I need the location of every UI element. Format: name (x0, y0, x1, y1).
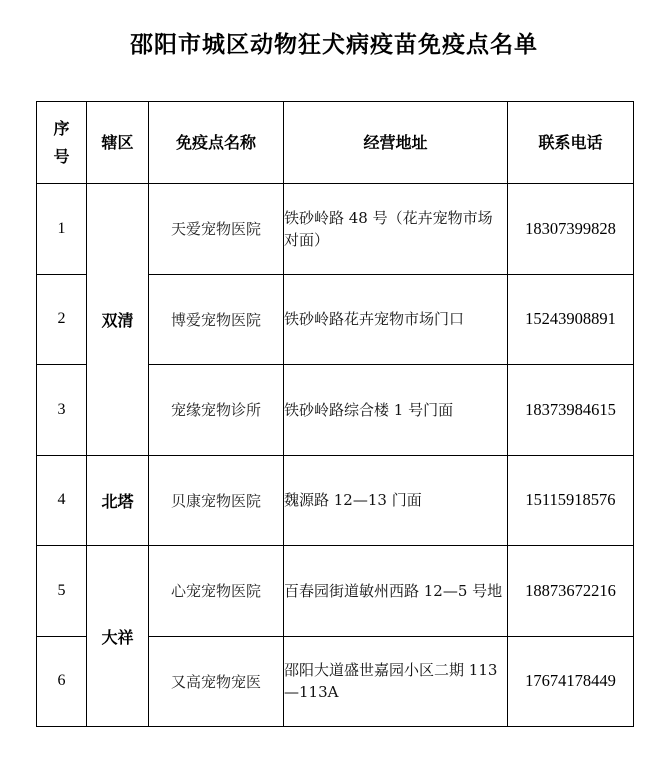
vaccination-sites-table (36, 101, 634, 727)
cell-phone: 15243908891 (508, 274, 634, 365)
cell-phone: 18307399828 (508, 184, 634, 275)
cell-district: 双清 (87, 184, 149, 456)
cell-clinic-name: 博爱宠物医院 (149, 274, 284, 365)
header-district: 辖区 (87, 102, 149, 184)
header-address: 经营地址 (284, 102, 508, 184)
cell-phone: 17674178449 (508, 636, 634, 727)
table-row (37, 455, 634, 546)
cell-address: 魏源路 12—13 门面 (284, 455, 508, 546)
header-seq-line1: 序 (53, 118, 70, 138)
cell-district: 大祥 (87, 546, 149, 727)
cell-phone: 18373984615 (508, 365, 634, 456)
cell-address: 铁砂岭路花卉宠物市场门口 (284, 274, 508, 365)
cell-clinic-name: 宠缘宠物诊所 (149, 365, 284, 456)
header-seq (37, 102, 87, 184)
page-title: 邵阳市城区动物狂犬病疫苗免疫点名单 (130, 32, 538, 58)
cell-seq: 4 (37, 455, 87, 546)
header-clinic-name: 免疫点名称 (149, 102, 284, 184)
header-seq-line2: 号 (53, 146, 70, 166)
cell-address: 铁砂岭路 48 号（花卉宠物市场对面） (284, 184, 508, 275)
cell-seq: 3 (37, 365, 87, 456)
cell-seq: 5 (37, 546, 87, 637)
cell-seq: 1 (37, 184, 87, 275)
cell-district: 北塔 (87, 455, 149, 546)
cell-seq: 2 (37, 274, 87, 365)
cell-clinic-name: 天爱宠物医院 (149, 184, 284, 275)
cell-clinic-name: 贝康宠物医院 (149, 455, 284, 546)
table-header-row (37, 102, 634, 184)
cell-address: 百春园街道敏州西路 12—5 号地 (284, 546, 508, 637)
cell-phone: 15115918576 (508, 455, 634, 546)
cell-address: 铁砂岭路综合楼 1 号门面 (284, 365, 508, 456)
cell-address: 邵阳大道盛世嘉园小区二期 113—113A (284, 636, 508, 727)
header-phone: 联系电话 (508, 102, 634, 184)
table-row (37, 184, 634, 275)
cell-seq: 6 (37, 636, 87, 727)
cell-clinic-name: 心宠宠物医院 (149, 546, 284, 637)
table-row (37, 546, 634, 637)
cell-phone: 18873672216 (508, 546, 634, 637)
cell-clinic-name: 又高宠物宠医 (149, 636, 284, 727)
